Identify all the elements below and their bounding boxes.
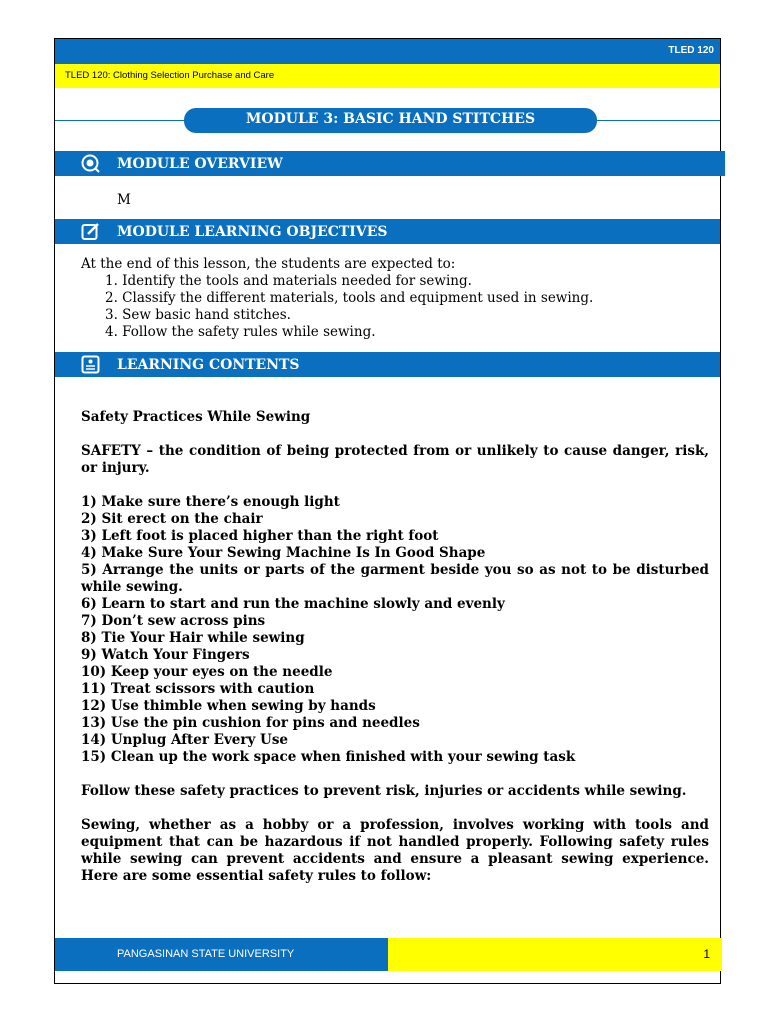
course-title-bar bbox=[55, 64, 720, 88]
course-title: TLED 120: Clothing Selection Purchase and Care bbox=[65, 70, 275, 81]
module-overview-header bbox=[55, 151, 725, 176]
safety-rule: 8) Tie Your Hair while sewing bbox=[81, 630, 305, 646]
contents-subtitle: Safety Practices While Sewing bbox=[81, 409, 311, 425]
overview-text: M bbox=[117, 192, 131, 208]
safety-rule: 13) Use the pin cushion for pins and needles bbox=[81, 715, 420, 731]
safety-rule: 11) Treat scissors with caution bbox=[81, 681, 315, 697]
safety-paragraph: Follow these safety practices to prevent risk, injuries or accidents while sewing. bbox=[81, 783, 687, 799]
safety-rule: 6) Learn to start and run the machine slowly and evenly bbox=[81, 596, 505, 612]
objectives-block bbox=[81, 256, 701, 341]
university-name: PANGASINAN STATE UNIVERSITY bbox=[117, 948, 295, 960]
safety-paragraph: Sewing, whether as a hobby or a profession, involves working with tools and equipment that can be hazardous if not handled properly. Following safety rules while sewing can prevent accidents and ensure a pleasant sewing experience. Here are some essential safety rules to follow: bbox=[81, 817, 709, 884]
module-overview-heading: MODULE OVERVIEW bbox=[117, 156, 283, 172]
objective-item: 2. Classify the different materials, tools and equipment used in sewing. bbox=[105, 290, 594, 306]
learning-contents-body bbox=[81, 409, 709, 885]
module-title: MODULE 3: BASIC HAND STITCHES bbox=[184, 108, 597, 133]
top-header-bar bbox=[55, 39, 720, 64]
magnifier-icon bbox=[81, 154, 100, 173]
safety-rule: 14) Unplug After Every Use bbox=[81, 732, 289, 748]
document-icon bbox=[81, 355, 100, 374]
safety-rule: 4) Make Sure Your Sewing Machine Is In Good Shape bbox=[81, 545, 486, 561]
safety-rule: 5) Arrange the units or parts of the garment beside you so as not to be disturbed while sewing. bbox=[81, 562, 709, 595]
learning-objectives-header bbox=[55, 219, 720, 244]
objectives-intro: At the end of this lesson, the students are expected to: bbox=[81, 256, 456, 272]
objective-item: 4. Follow the safety rules while sewing. bbox=[105, 324, 376, 340]
document-page bbox=[54, 38, 721, 984]
learning-objectives-heading: MODULE LEARNING OBJECTIVES bbox=[117, 224, 388, 240]
safety-rule: 7) Don’t sew across pins bbox=[81, 613, 266, 629]
safety-rule: 12) Use thimble when sewing by hands bbox=[81, 698, 376, 714]
learning-contents-heading: LEARNING CONTENTS bbox=[117, 357, 300, 373]
course-code: TLED 120 bbox=[668, 45, 714, 56]
safety-rule: 15) Clean up the work space when finished with your sewing task bbox=[81, 749, 576, 765]
footer-university-bar bbox=[55, 938, 388, 971]
safety-rule: 10) Keep your eyes on the needle bbox=[81, 664, 333, 680]
safety-rule: 1) Make sure there’s enough light bbox=[81, 494, 340, 510]
safety-definition: SAFETY – the condition of being protected from or unlikely to cause danger, risk, or injury. bbox=[81, 443, 709, 476]
safety-rules-list bbox=[81, 494, 709, 766]
objective-item: 1. Identify the tools and materials needed for sewing. bbox=[105, 273, 472, 289]
safety-rule: 3) Left foot is placed higher than the right foot bbox=[81, 528, 439, 544]
edit-icon bbox=[81, 222, 100, 241]
safety-rule: 2) Sit erect on the chair bbox=[81, 511, 263, 527]
learning-contents-header bbox=[55, 352, 720, 377]
safety-rule: 9) Watch Your Fingers bbox=[81, 647, 250, 663]
footer-page-bar bbox=[388, 938, 722, 971]
page-number: 1 bbox=[703, 947, 710, 961]
objective-item: 3. Sew basic hand stitches. bbox=[105, 307, 291, 323]
objectives-list bbox=[81, 273, 701, 341]
